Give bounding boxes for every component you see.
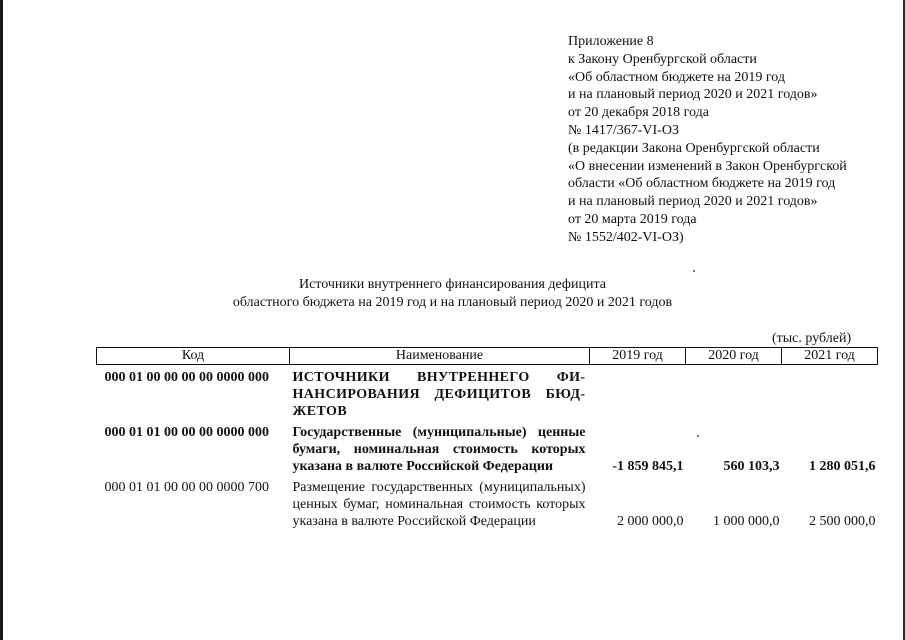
- header-name: Наименование: [290, 348, 590, 365]
- appendix-line: (в редакции Закона Оренбургской области: [568, 140, 820, 156]
- row-code: 000 01 01 00 00 00 0000 000: [104, 425, 269, 440]
- scan-edge-left: [0, 0, 3, 640]
- table-row: [97, 369, 878, 420]
- appendix-line: «Об областном бюджете на 2019 год: [568, 69, 785, 85]
- header-2019: 2019 год: [590, 348, 686, 365]
- appendix-line: и на плановый период 2020 и 2021 годов»: [568, 87, 818, 103]
- appendix-line: и на плановый период 2020 и 2021 годов»: [568, 194, 818, 210]
- title-line-2: областного бюджета на 2019 год и на плановый период 2020 и 2021 годов: [232, 295, 673, 310]
- row-name: ИСТОЧНИКИ ВНУТРЕННЕГО ФИ-НАНСИРОВАНИЯ ДЕФИЦИТОВ БЮД-ЖЕТОВ: [292, 370, 586, 419]
- units-label: (тыс. рублей): [772, 331, 852, 346]
- row-2021: 1 280 051,6: [809, 459, 876, 474]
- document-title: [0, 276, 905, 312]
- appendix-line: № 1417/367-VI-ОЗ: [568, 122, 679, 138]
- row-2021: 2 500 000,0: [809, 514, 876, 529]
- appendix-line: от 20 марта 2019 года: [568, 211, 697, 227]
- scan-speck: [697, 435, 699, 437]
- row-code: 000 01 00 00 00 00 0000 000: [104, 370, 269, 385]
- row-name: Государственные (муниципальные) ценные бумаги, номинальная стоимость которых указана в валюте Российской Федерации: [292, 425, 586, 474]
- financing-table: [96, 347, 878, 530]
- appendix-block: [568, 33, 847, 247]
- row-2020: 1 000 000,0: [713, 514, 780, 529]
- appendix-line: «О внесении изменений в Закон Оренбургской: [568, 158, 847, 174]
- appendix-line: области «Об областном бюджете на 2019 год: [568, 176, 836, 192]
- table-header-row: [97, 348, 878, 365]
- header-code: Код: [97, 348, 290, 365]
- appendix-line: к Закону Оренбургской области: [568, 51, 757, 67]
- scan-speck: [693, 270, 695, 272]
- row-code: 000 01 01 00 00 00 0000 700: [104, 480, 269, 495]
- row-2019: -1 859 845,1: [612, 459, 684, 474]
- row-2019: [590, 369, 686, 420]
- header-2021: 2021 год: [782, 348, 878, 365]
- row-name: Размещение государственных (муниципальных) ценных бумаг, номинальная стоимость которых указана в валюте Российской Федерации: [292, 480, 586, 529]
- appendix-line: от 20 декабря 2018 года: [568, 105, 709, 121]
- table-row: [97, 424, 878, 475]
- row-2020: [686, 369, 782, 420]
- header-2020: 2020 год: [686, 348, 782, 365]
- table-row: [97, 479, 878, 530]
- row-2020: 560 103,3: [723, 459, 780, 474]
- appendix-line: № 1552/402-VI-ОЗ): [568, 229, 684, 245]
- row-2021: [782, 369, 878, 420]
- row-2019: 2 000 000,0: [617, 514, 684, 529]
- title-line-1: Источники внутреннего финансирования дефицита: [298, 277, 606, 292]
- appendix-line: Приложение 8: [568, 34, 654, 49]
